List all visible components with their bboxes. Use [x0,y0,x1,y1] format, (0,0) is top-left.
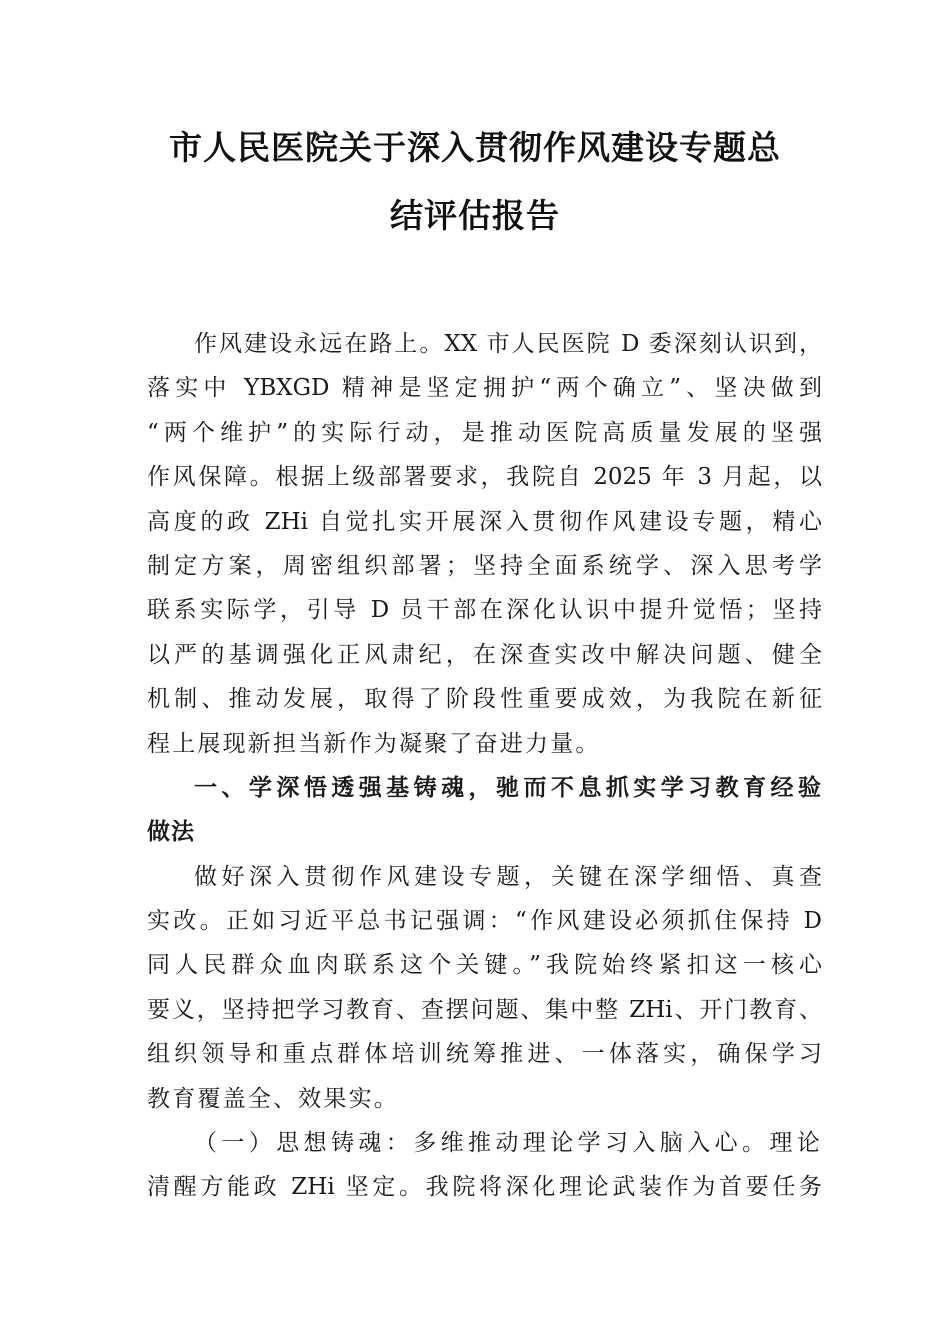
document-title-line-1: 市人民医院关于深入贯彻作风建设专题总 [169,128,781,167]
paragraph-line: 要义，坚持把学习教育、查摆问题、集中整 ZHi、开门教育、 [147,996,822,1023]
paragraph-line: 以严的基调强化正风肃纪，在深查实改中解决问题、健全 [147,641,822,668]
subsection-heading-line: （一）思想铸魂：多维推动理论学习入脑入心。理论 [194,1130,822,1157]
section-heading-line: 做法 [147,819,195,846]
paragraph-line: 落实中 YBXGD 精神是坚定拥护“两个确立”、坚决做到 [147,375,822,402]
paragraph-line: “两个维护”的实际行动，是推动医院高质量发展的坚强 [147,419,822,446]
paragraph-line: 实改。正如习近平总书记强调：“作风建设必须抓住保持 D [147,908,822,935]
paragraph-line: 组织领导和重点群体培训统筹推进、一体落实，确保学习 [147,1041,822,1068]
paragraph-line: 高度的政 ZHi 自觉扎实开展深入贯彻作风建设专题，精心 [147,508,822,535]
paragraph-line: 联系实际学，引导 D 员干部在深化认识中提升觉悟；坚持 [147,597,822,624]
paragraph-line: 教育覆盖全、效果实。 [147,1085,399,1112]
paragraph-line: 机制、推动发展，取得了阶段性重要成效，为我院在新征 [147,686,822,713]
paragraph-line: 清醒方能政 ZHi 坚定。我院将深化理论武装作为首要任务 [147,1174,822,1201]
document-body [147,322,822,1210]
paragraph-line: 做好深入贯彻作风建设专题，关键在深学细悟、真查 [194,863,822,890]
paragraph-line: 同人民群众血肉联系这个关键。”我院始终紧扣这一核心 [147,952,822,979]
paragraph-line: 程上展现新担当新作为凝聚了奋进力量。 [147,730,601,757]
document-title-line-2: 结评估报告 [390,196,560,235]
section-heading-line: 一、学深悟透强基铸魂，驰而不息抓实学习教育经验 [194,774,822,801]
paragraph-line: 作风建设永远在路上。XX 市人民医院 D 委深刻认识到， [194,331,822,357]
paragraph-line: 作风保障。根据上级部署要求，我院自 2025 年 3 月起，以 [147,464,822,491]
paragraph-line: 制定方案，周密组织部署；坚持全面系统学、深入思考学 [147,552,822,579]
